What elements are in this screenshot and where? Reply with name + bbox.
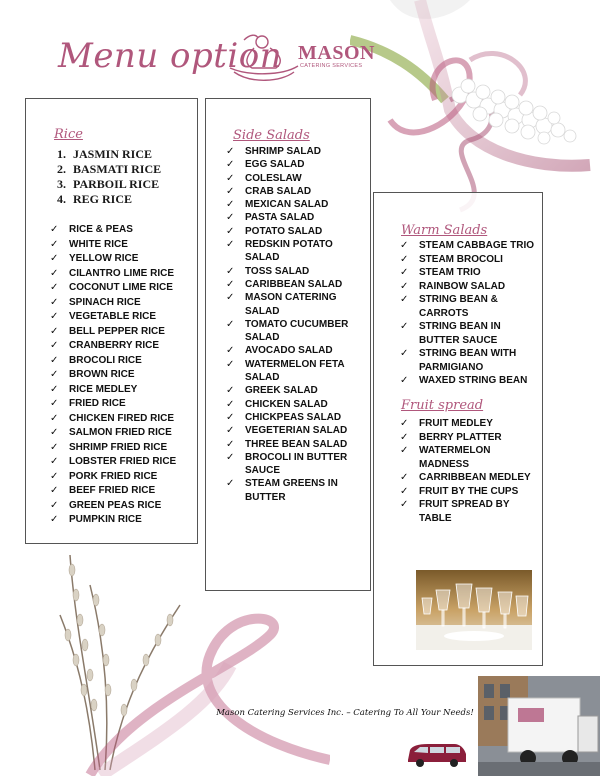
list-item: 3. PARBOIL RICE xyxy=(69,177,161,192)
list-item: ✓ STEAM GREENS IN BUTTER xyxy=(226,478,338,503)
checkmark-icon: ✓ xyxy=(50,514,59,525)
checkmark-icon: ✓ xyxy=(50,340,59,351)
checkmark-icon: ✓ xyxy=(226,239,235,251)
checkmark-icon: ✓ xyxy=(50,354,59,366)
list-item: ✓ THREE BEAN SALAD xyxy=(226,438,348,450)
list-item: ✓ CRANBERRY RICE xyxy=(50,339,200,354)
list-item: ✓ STEAM BROCOLI xyxy=(400,253,503,265)
checkmark-icon: ✓ xyxy=(400,294,409,305)
checkmark-icon: ✓ xyxy=(50,398,59,409)
list-item: ✓ TOSS SALAD xyxy=(226,265,310,277)
checkmark-icon: ✓ xyxy=(226,411,235,423)
list-item: ✓ WAXED STRING BEAN xyxy=(400,375,528,386)
checkmark-icon: ✓ xyxy=(226,225,235,237)
list-item: ✓ VEGETERIAN SALAD xyxy=(226,425,348,437)
checkmark-icon: ✓ xyxy=(50,412,59,424)
list-item: ✓ VEGETABLE RICE xyxy=(50,310,200,325)
checkmark-icon: ✓ xyxy=(400,280,409,292)
checkmark-icon: ✓ xyxy=(226,398,235,410)
warm-salads-heading: Warm Salads xyxy=(401,223,488,238)
list-item: ✓ PORK FRIED RICE xyxy=(50,470,200,485)
list-item: ✓ BROWN RICE xyxy=(50,368,200,383)
list-item: ✓ GREEK SALAD xyxy=(226,385,318,397)
checkmark-icon: ✓ xyxy=(226,358,235,370)
list-item: ✓ STRING BEAN & CARROTS xyxy=(400,294,498,319)
checkmark-icon: ✓ xyxy=(226,318,235,330)
warm-salads-check-list xyxy=(400,239,540,388)
checkmark-icon: ✓ xyxy=(400,431,409,443)
list-item: ✓ POTATO SALAD xyxy=(226,225,323,237)
checkmark-icon: ✓ xyxy=(50,441,59,453)
list-item: ✓ CRAB SALAD xyxy=(226,185,312,197)
checkmark-icon: ✓ xyxy=(400,267,409,278)
list-item: ✓ STRING BEAN IN BUTTER SAUCE xyxy=(400,321,501,346)
list-item: ✓ FRUIT SPREAD BY TABLE xyxy=(400,499,510,524)
checkmark-icon: ✓ xyxy=(226,278,235,290)
checkmark-icon: ✓ xyxy=(226,199,235,211)
checkmark-icon: ✓ xyxy=(400,253,409,265)
list-item: ✓ LOBSTER FRIED RICE xyxy=(50,455,200,470)
list-item: ✓ RAINBOW SALAD xyxy=(400,280,506,292)
list-item: ✓ GREEN PEAS RICE xyxy=(50,499,200,514)
list-item: ✓ FRIED RICE xyxy=(50,397,200,412)
checkmark-icon: ✓ xyxy=(50,499,59,511)
side-salads-check-list xyxy=(226,145,366,504)
list-item: ✓ BEEF FRIED RICE xyxy=(50,484,200,499)
checkmark-icon: ✓ xyxy=(50,383,59,395)
list-item: ✓ STEAM CABBAGE TRIO xyxy=(400,240,534,251)
checkmark-icon: ✓ xyxy=(50,470,59,482)
checkmark-icon: ✓ xyxy=(400,445,409,456)
checkmark-icon: ✓ xyxy=(50,253,59,264)
list-item: ✓ RICE MEDLEY xyxy=(50,383,200,398)
list-item: ✓ WHITE RICE xyxy=(50,238,200,253)
list-item: 1. JASMIN RICE xyxy=(69,147,161,162)
list-item: ✓ CHICKEN SALAD xyxy=(226,398,328,410)
checkmark-icon: ✓ xyxy=(400,485,409,497)
list-item: ✓ MEXICAN SALAD xyxy=(226,199,329,211)
list-item: ✓ CARIBBEAN SALAD xyxy=(226,278,343,290)
side-salads-heading: Side Salads xyxy=(233,128,310,143)
checkmark-icon: ✓ xyxy=(226,345,235,357)
checkmark-icon: ✓ xyxy=(50,296,59,308)
catering-van-icon xyxy=(404,742,468,768)
glassware-photo xyxy=(416,570,532,650)
list-item: ✓ SHRIMP FRIED RICE xyxy=(50,441,200,456)
checkmark-icon: ✓ xyxy=(226,478,235,490)
checkmark-icon: ✓ xyxy=(226,212,235,224)
list-item: ✓ BELL PEPPER RICE xyxy=(50,325,200,340)
checkmark-icon: ✓ xyxy=(226,172,235,184)
checkmark-icon: ✓ xyxy=(226,185,235,197)
list-item: ✓ STEAM TRIO xyxy=(400,267,481,278)
checkmark-icon: ✓ xyxy=(400,418,409,429)
checkmark-icon: ✓ xyxy=(226,292,235,304)
checkmark-icon: ✓ xyxy=(226,385,235,397)
rice-check-list xyxy=(50,223,200,528)
list-item: ✓ BROCOLI RICE xyxy=(50,354,200,369)
list-item: ✓ REDSKIN POTATO SALAD xyxy=(226,239,333,264)
list-item: 2. BASMATI RICE xyxy=(69,162,161,177)
list-item: ✓ WATERMELON MADNESS xyxy=(400,445,491,470)
checkmark-icon: ✓ xyxy=(400,499,409,510)
list-item: ✓ STRING BEAN WITH PARMIGIANO xyxy=(400,348,517,373)
checkmark-icon: ✓ xyxy=(50,238,59,250)
list-item: ✓ PUMPKIN RICE xyxy=(50,513,200,528)
checkmark-icon: ✓ xyxy=(226,425,235,437)
checkmark-icon: ✓ xyxy=(50,224,59,235)
checkmark-icon: ✓ xyxy=(50,311,59,322)
list-item: ✓ BERRY PLATTER xyxy=(400,431,502,443)
list-item: ✓ TOMATO CUCUMBER SALAD xyxy=(226,318,349,344)
hyacinth-ribbon-decoration xyxy=(350,0,600,215)
list-item: ✓ RICE & PEAS xyxy=(50,223,200,238)
fruit-spread-heading: Fruit spread xyxy=(401,398,484,413)
page-title: Menu option xyxy=(58,36,283,76)
checkmark-icon: ✓ xyxy=(50,267,59,279)
catering-truck-photo xyxy=(478,676,600,776)
list-item: ✓ EGG SALAD xyxy=(226,159,305,171)
checkmark-icon: ✓ xyxy=(226,451,235,463)
checkmark-icon: ✓ xyxy=(50,485,59,496)
list-item: ✓ COLESLAW xyxy=(226,172,302,184)
list-item: ✓ CARRIBBEAN MEDLEY xyxy=(400,472,531,483)
fruit-spread-check-list xyxy=(400,417,540,525)
checkmark-icon: ✓ xyxy=(226,146,235,157)
logo-subtitle: CATERING SERVICES xyxy=(300,63,363,69)
list-item: ✓ CHICKPEAS SALAD xyxy=(226,411,342,423)
list-item: ✓ WATERMELON FETA SALAD xyxy=(226,358,345,384)
rice-heading: Rice xyxy=(54,127,83,142)
list-item: ✓ FRUIT MEDLEY xyxy=(400,418,493,429)
list-item: ✓ YELLOW RICE xyxy=(50,252,200,267)
footer-tagline: Mason Catering Services Inc. – Catering To All Your Needs! xyxy=(216,708,474,718)
checkmark-icon: ✓ xyxy=(226,265,235,277)
rice-numbered-list xyxy=(52,147,161,207)
checkmark-icon: ✓ xyxy=(50,456,59,467)
side-salads-panel xyxy=(205,98,371,591)
checkmark-icon: ✓ xyxy=(400,348,409,359)
checkmark-icon: ✓ xyxy=(400,321,409,332)
checkmark-icon: ✓ xyxy=(226,438,235,450)
checkmark-icon: ✓ xyxy=(400,472,409,483)
checkmark-icon: ✓ xyxy=(50,282,59,293)
checkmark-icon: ✓ xyxy=(50,325,59,337)
list-item: ✓ SHRIMP SALAD xyxy=(226,146,321,157)
list-item: ✓ SALMON FRIED RICE xyxy=(50,426,200,441)
list-item: ✓ MASON CATERING SALAD xyxy=(226,292,337,317)
list-item: ✓ AVOCADO SALAD xyxy=(226,345,333,357)
checkmark-icon: ✓ xyxy=(50,369,59,380)
list-item: ✓ SPINACH RICE xyxy=(50,296,200,311)
list-item: ✓ CHICKEN FIRED RICE xyxy=(50,412,200,427)
logo-wordmark: MASON xyxy=(298,42,375,64)
list-item: 4. REG RICE xyxy=(69,192,161,207)
checkmark-icon: ✓ xyxy=(400,240,409,251)
list-item: ✓ COCONUT LIME RICE xyxy=(50,281,200,296)
list-item: ✓ CILANTRO LIME RICE xyxy=(50,267,200,282)
checkmark-icon: ✓ xyxy=(50,427,59,438)
list-item: ✓ BROCOLI IN BUTTER SAUCE xyxy=(226,451,348,477)
checkmark-icon: ✓ xyxy=(400,375,409,386)
checkmark-icon: ✓ xyxy=(226,159,235,171)
list-item: ✓ PASTA SALAD xyxy=(226,212,315,224)
rice-panel xyxy=(25,98,198,544)
list-item: ✓ FRUIT BY THE CUPS xyxy=(400,485,519,497)
